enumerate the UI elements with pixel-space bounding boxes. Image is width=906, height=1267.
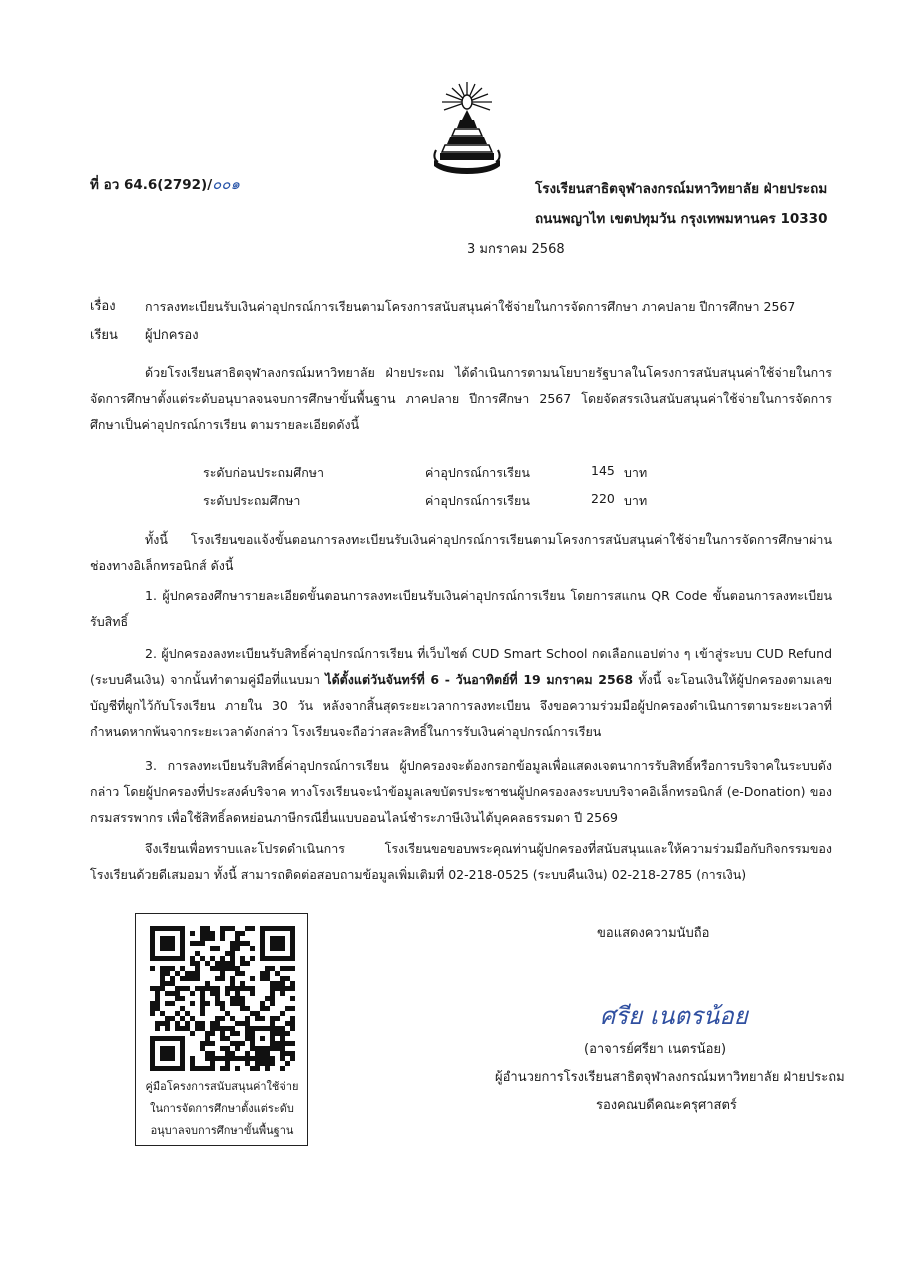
recipient-text: ผู้ปกครอง xyxy=(145,328,199,343)
step-2-text-end: ทั้งนี้ จะโอนเงินให้ผู้ปกครองตามเลขบัญชีที่ผูกไว้กับโรงเรียน ภายใน 30 วัน หลังจากสิ้นสุดระยะเวลาการลงทะเบียน จึงขอความร่วมมือผู้ปกครองดำเนินการตามระยะเวลาที่กำหนดหากพ้นจากระยะเวลาดังกล่าว โรงเรียนจะถือว่าสละสิทธิ์ในการรับเงินค่าอุปกรณ์การเรียน xyxy=(90,672,833,739)
step-1-paragraph: 1. ผู้ปกครองศึกษารายละเอียดขั้นตอนการลงทะเบียนรับเงินค่าอุปกรณ์การเรียน โดยการสแกน QR Code ขั้นตอนการลงทะเบียนรับสิทธิ์ xyxy=(90,588,832,629)
handwritten-signature xyxy=(600,998,770,1034)
step-3-paragraph: 3. การลงทะเบียนรับสิทธิ์ค่าอุปกรณ์การเรียน ผู้ปกครองจะต้องกรอกข้อมูลเพื่อแสดงเจตนาการรับสิทธิ์หรือการบริจาคในระบบดังกล่าว โดยผู้ปกครองที่ประสงค์บริจาค ทางโรงเรียนจะนำข้อมูลเลขบัตรประชาชนผู้ปกครองลงระบบบริจาคอิเล็กทรอนิกส์ (e-Donation) ของกรมสรรพากร เพื่อใช้สิทธิ์ลดหย่อนภาษีกรณียื่นแบบออนไลน์ชำระภาษีเงินได้บุคคลธรรมดา ปี 2569 xyxy=(90,758,832,825)
school-address xyxy=(535,174,827,234)
reference-prefix: ที่ อว 64.6(2792)/ xyxy=(90,177,213,193)
allowance-unit: บาท xyxy=(624,493,648,508)
signature-text: ศรีย เนตรน้อย xyxy=(600,1002,748,1030)
signer-subtitle: รองคณบดีคณะครุศาสตร์ xyxy=(596,1098,737,1113)
step-2-text-start: 2. ผู้ปกครองลงทะเบียนรับสิทธิ์ค่าอุปกรณ์การเรียน ที่เว็บไซต์ CUD Smart School กดเลือกแอปต่าง ๆ เข้าสู่ระบบ CUD Refund (ระบบคืนเงิน) จากนั้นทำตามคู่มือที่แนบมา xyxy=(90,646,832,687)
step-2-paragraph xyxy=(90,641,832,745)
reference-handwritten-number: ๐๐๑ xyxy=(212,175,240,193)
complimentary-close: ขอแสดงความนับถือ xyxy=(597,926,710,941)
allowance-level: ระดับก่อนประถมศึกษา xyxy=(203,465,325,480)
allowance-amount: 145 xyxy=(591,463,615,478)
signer-name: (อาจารย์ศรียา เนตรน้อย) xyxy=(584,1042,727,1057)
school-street: ถนนพญาไท เขตปทุมวัน กรุงเทพมหานคร 10330 xyxy=(535,211,828,227)
qr-code-icon[interactable] xyxy=(150,926,295,1071)
qr-caption: คู่มือโครงการสนับสนุนค่าใช้จ่ายในการจัดการศึกษาตั้งแต่ระดับอนุบาลจบการศึกษาขั้นพื้นฐาน xyxy=(145,1080,299,1137)
qr-code-box xyxy=(135,913,308,1146)
allowance-item: ค่าอุปกรณ์การเรียน xyxy=(425,465,530,480)
subject-label: เรื่อง xyxy=(90,299,116,314)
university-seal-icon xyxy=(432,80,502,175)
allowance-item: ค่าอุปกรณ์การเรียน xyxy=(425,493,530,508)
reference-number xyxy=(90,174,240,195)
school-name: โรงเรียนสาธิตจุฬาลงกรณ์มหาวิทยาลัย ฝ่ายประถม xyxy=(535,181,828,197)
allowance-amount: 220 xyxy=(591,491,615,506)
letter-date: 3 มกราคม 2568 xyxy=(467,242,565,257)
recipient-label: เรียน xyxy=(90,328,118,343)
allowance-unit: บาท xyxy=(624,465,648,480)
closing-paragraph: จึงเรียนเพื่อทราบและโปรดดำเนินการ โรงเรียนขอขอบพระคุณท่านผู้ปกครองที่สนับสนุนและให้ความร่วมมือกับกิจกรรมของโรงเรียนด้วยดีเสมอมา ทั้งนี้ สามารถติดต่อสอบถามข้อมูลเพิ่มเติมที่ 02-218-0525 (ระบบคืนเงิน) 02-218-2785 (การเงิน) xyxy=(90,841,832,882)
allowance-level: ระดับประถมศึกษา xyxy=(203,493,301,508)
intro-paragraph: ด้วยโรงเรียนสาธิตจุฬาลงกรณ์มหาวิทยาลัย ฝ่ายประถม ได้ดำเนินการตามนโยบายรัฐบาลในโครงการสนับสนุนค่าใช้จ่ายในการจัดการศึกษาตั้งแต่ระดับอนุบาลจนจบการศึกษาขั้นพื้นฐาน ภาคปลาย ปีการศึกษา 2567 โดยจัดสรรเงินสนับสนุนค่าใช้จ่ายในการจัดการศึกษาเป็นค่าอุปกรณ์การเรียน ตามรายละเอียดดังนี้ xyxy=(90,365,832,432)
registration-period: ได้ตั้งแต่วันจันทร์ที่ 6 - วันอาทิตย์ที่ 19 มกราคม 2568 xyxy=(325,672,634,687)
notice-paragraph: ทั้งนี้ โรงเรียนขอแจ้งขั้นตอนการลงทะเบียนรับเงินค่าอุปกรณ์การเรียนตามโครงการสนับสนุนค่าใช้จ่ายในการจัดการศึกษาผ่านช่องทางอิเล็กทรอนิกส์ ดังนี้ xyxy=(90,532,832,573)
subject-text: การลงทะเบียนรับเงินค่าอุปกรณ์การเรียนตามโครงการสนับสนุนค่าใช้จ่ายในการจัดการศึกษา ภาคปลาย ปีการศึกษา 2567 xyxy=(145,299,796,314)
signer-title: ผู้อำนวยการโรงเรียนสาธิตจุฬาลงกรณ์มหาวิทยาลัย ฝ่ายประถม xyxy=(495,1070,845,1085)
